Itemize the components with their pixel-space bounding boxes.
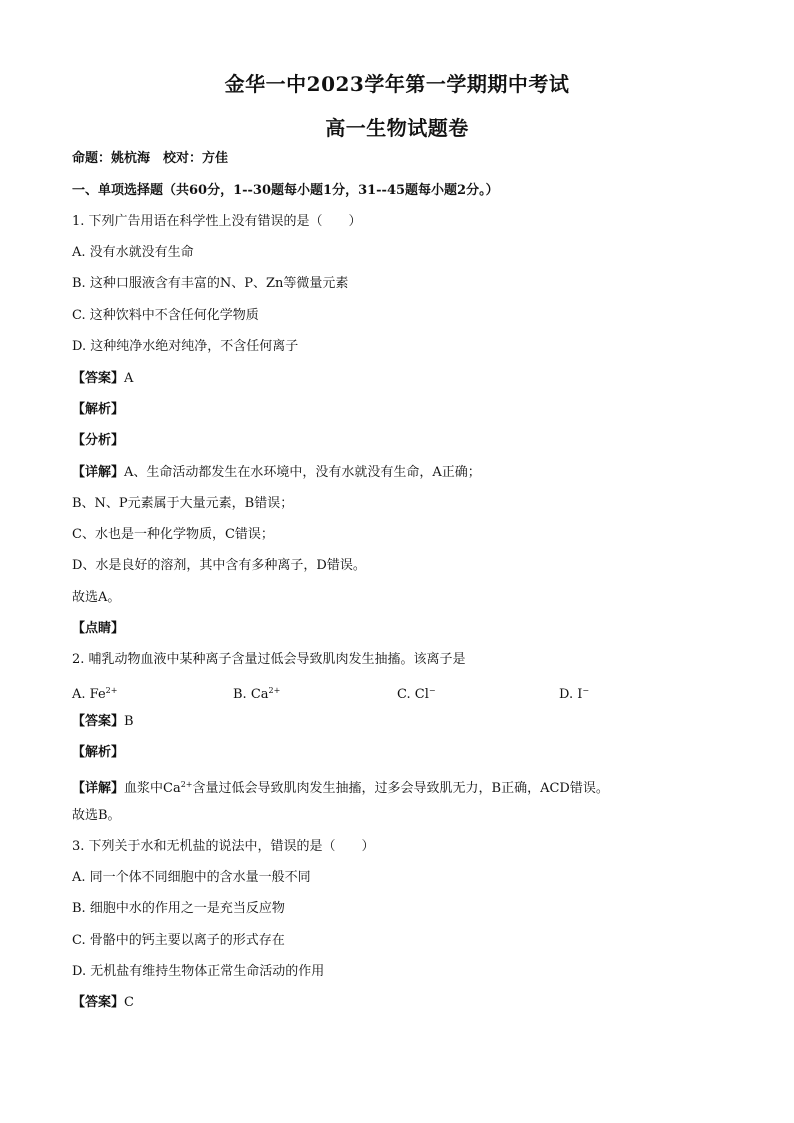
- detail-superscript: 2+: [180, 780, 193, 789]
- question-1-conclusion: 故选A。: [72, 590, 121, 605]
- exam-title: 金华一中2023学年第一学期期中考试: [224, 72, 570, 96]
- question-1-detail-line-b: B、N、P元素属于大量元素，B错误；: [72, 496, 294, 511]
- question-1-option-b: B. 这种口服液含有丰富的N、P、Zn等微量元素: [72, 276, 349, 291]
- answer-tag: 【答案】: [72, 714, 125, 729]
- question-2-option-b: [233, 682, 280, 704]
- option-label: A. Fe: [72, 687, 106, 702]
- question-1-stem: 1. 下列广告用语在科学性上没有错误的是（ ）: [72, 214, 362, 229]
- answer-tag: 【答案】: [72, 371, 125, 386]
- option-superscript: 2+: [268, 686, 281, 695]
- option-superscript: −: [582, 686, 590, 695]
- question-3-stem: 3. 下列关于水和无机盐的说法中，错误的是（ ）: [72, 839, 375, 854]
- detail-tag: 【详解】: [72, 465, 125, 480]
- question-1-option-a: A. 没有水就没有生命: [72, 245, 194, 260]
- question-2-option-c: [397, 682, 436, 704]
- option-label: B. Ca: [233, 687, 269, 702]
- question-2-stem: 2. 哺乳动物血液中某种离子含量过低会导致肌肉发生抽搐。该离子是: [72, 652, 466, 667]
- question-1-analysis-tag: 【解析】: [72, 402, 125, 417]
- question-2-detail: [72, 776, 609, 798]
- option-superscript: −: [428, 686, 436, 695]
- question-1-dianjing-tag: 【点睛】: [72, 621, 125, 636]
- question-1-option-d: D. 这种纯净水绝对纯净，不含任何离子: [72, 339, 299, 354]
- option-label: D. I: [559, 687, 583, 702]
- question-1-detail-line-d: D、水是良好的溶剂，其中含有多种离子，D错误。: [72, 558, 366, 573]
- question-3-option-a: A. 同一个体不同细胞中的含水量一般不同: [72, 870, 311, 885]
- question-1-fenxi-tag: 【分析】: [72, 433, 125, 448]
- question-2-analysis-tag: 【解析】: [72, 745, 125, 760]
- exam-subtitle: 高一生物试题卷: [325, 116, 469, 140]
- option-label: C. Cl: [397, 687, 429, 702]
- question-1-option-c: C. 这种饮料中不含任何化学物质: [72, 308, 259, 323]
- question-3-answer: [72, 994, 134, 1012]
- option-superscript: 2+: [105, 686, 118, 695]
- question-2-option-d: [559, 682, 589, 704]
- answer-value: C: [124, 995, 134, 1010]
- question-3-option-c: C. 骨骼中的钙主要以离子的形式存在: [72, 933, 285, 948]
- detail-tag: 【详解】: [72, 781, 125, 796]
- credits-line: 命题：姚杭海 校对：方佳: [72, 151, 229, 166]
- question-1-detail: [72, 464, 481, 482]
- answer-tag: 【答案】: [72, 995, 125, 1010]
- answer-value: B: [124, 714, 134, 729]
- question-1-answer: [72, 370, 133, 388]
- detail-text: A、生命活动都发生在水环境中，没有水就没有生命，A正确；: [124, 465, 481, 480]
- question-2-option-a: [72, 682, 117, 704]
- question-2-conclusion: 故选B。: [72, 808, 121, 823]
- section-heading: 一、单项选择题（共60分，1--30题每小题1分，31--45题每小题2分。）: [72, 183, 499, 198]
- detail-pre: 血浆中Ca: [124, 781, 181, 796]
- answer-value: A: [124, 371, 134, 386]
- detail-post: 含量过低会导致肌肉发生抽搐，过多会导致肌无力，B正确，ACD错误。: [192, 781, 609, 796]
- question-3-option-d: D. 无机盐有维持生物体正常生命活动的作用: [72, 964, 325, 979]
- question-1-detail-line-c: C、水也是一种化学物质，C错误；: [72, 527, 274, 542]
- question-3-option-b: B. 细胞中水的作用之一是充当反应物: [72, 901, 285, 916]
- question-2-answer: [72, 713, 134, 731]
